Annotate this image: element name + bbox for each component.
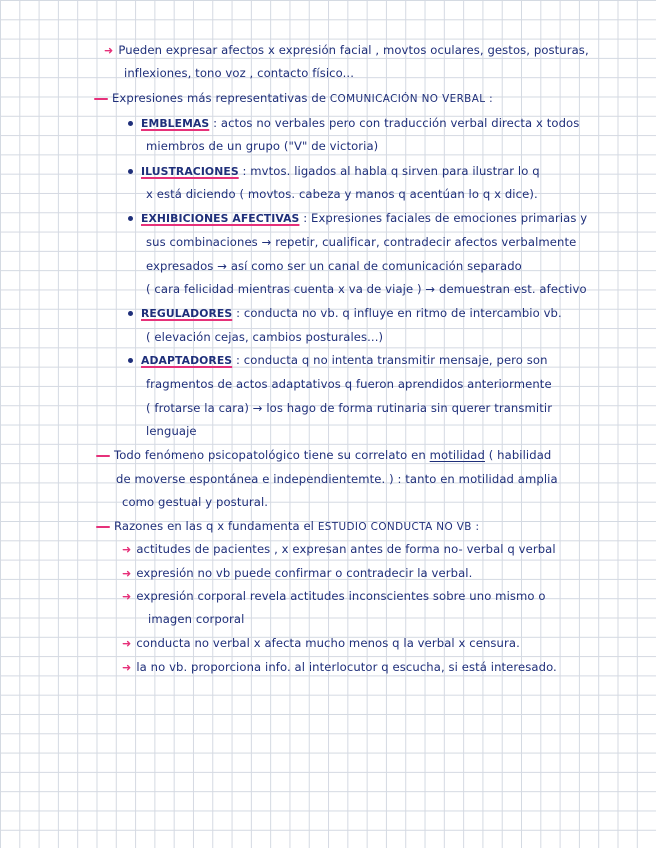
item-exhibiciones-cont2: expresados → así como ser un canal de comunicación separado — [146, 259, 522, 273]
bullet-icon — [128, 311, 133, 316]
bullet-icon — [128, 216, 133, 221]
item-emblemas-cont: miembros de un grupo ("V" de victoria) — [146, 139, 379, 153]
item-adaptadores: ADAPTADORES : conducta q no intenta transmitir mensaje, pero son — [128, 353, 548, 368]
term-emblemas: EMBLEMAS — [141, 117, 210, 130]
note-line-razones: Razones en las q x fundamenta el ESTUDIO CONDUCTA NO VB : — [96, 519, 479, 534]
reason-item-3-cont: imagen corporal — [148, 612, 245, 626]
dash-icon — [94, 98, 108, 100]
item-exhibiciones: EXHIBICIONES AFECTIVAS : Expresiones faciales de emociones primarias y — [128, 211, 587, 226]
item-adaptadores-cont1: fragmentos de actos adaptativos q fueron aprendidos anteriormente — [146, 377, 552, 391]
term-reguladores: REGULADORES — [141, 307, 233, 320]
reason-item-1: ➜ actitudes de pacientes , x expresan antes de forma no- verbal q verbal — [122, 542, 556, 556]
item-reguladores-cont: ( elevación cejas, cambios posturales...) — [146, 330, 384, 344]
item-reguladores: REGULADORES : conducta no vb. q influye en ritmo de intercambio vb. — [128, 306, 562, 321]
term-adaptadores: ADAPTADORES — [141, 354, 233, 367]
arrow-icon: ➜ — [104, 44, 114, 57]
arrow-icon: ➜ — [122, 590, 132, 603]
arrow-icon: ➜ — [122, 661, 132, 674]
dash-icon — [96, 455, 110, 457]
arrow-icon: ➜ — [122, 543, 132, 556]
arrow-icon: ➜ — [122, 567, 132, 580]
note-line-affects: ➜ Pueden expresar afectos x expresión facial , movtos oculares, gestos, posturas, — [104, 43, 589, 57]
item-emblemas: EMBLEMAS : actos no verbales pero con traducción verbal directa x todos — [128, 116, 579, 131]
item-exhibiciones-cont1: sus combinaciones → repetir, cualificar, contradecir afectos verbalmente — [146, 235, 577, 249]
reason-item-3: ➜ expresión corporal revela actitudes inconscientes sobre uno mismo o — [122, 589, 546, 603]
term-ilustraciones: ILUSTRACIONES — [141, 165, 239, 178]
note-line-motilidad-cont2: como gestual y postural. — [122, 495, 269, 509]
term-motilidad: motilidad — [429, 448, 485, 462]
item-adaptadores-cont2: ( frotarse la cara) → los hago de forma rutinaria sin querer transmitir — [146, 401, 553, 415]
reason-item-4: ➜ conducta no verbal x afecta mucho menos q la verbal x censura. — [122, 636, 520, 650]
reason-item-5: ➜ la no vb. proporciona info. al interlocutor q escucha, si está interesado. — [122, 660, 557, 674]
item-ilustraciones: ILUSTRACIONES : mvtos. ligados al habla q sirven para ilustrar lo q — [128, 164, 540, 179]
item-adaptadores-cont3: lenguaje — [146, 424, 197, 438]
reason-item-2: ➜ expresión no vb puede confirmar o contradecir la verbal. — [122, 566, 473, 580]
bullet-icon — [128, 169, 133, 174]
arrow-icon: ➜ — [122, 637, 132, 650]
note-line-motilidad: Todo fenómeno psicopatológico tiene su correlato en motilidad ( habilidad — [96, 448, 551, 462]
item-ilustraciones-cont: x está diciendo ( movtos. cabeza y manos q acentúan lo q x dice). — [146, 187, 538, 201]
note-line-heading: Expresiones más representativas de COMUNICACIÓN NO VERBAL : — [94, 91, 493, 106]
note-line-motilidad-cont1: de moverse espontánea e independientemte. ) : tanto en motilidad amplia — [116, 472, 558, 486]
dash-icon — [96, 526, 110, 528]
bullet-icon — [128, 121, 133, 126]
note-line-affects-cont: inflexiones, tono voz , contacto físico... — [124, 66, 354, 80]
term-exhibiciones: EXHIBICIONES AFECTIVAS — [141, 212, 300, 225]
item-exhibiciones-cont3: ( cara felicidad mientras cuenta x va de viaje ) → demuestran est. afectivo — [146, 282, 587, 296]
bullet-icon — [128, 358, 133, 363]
